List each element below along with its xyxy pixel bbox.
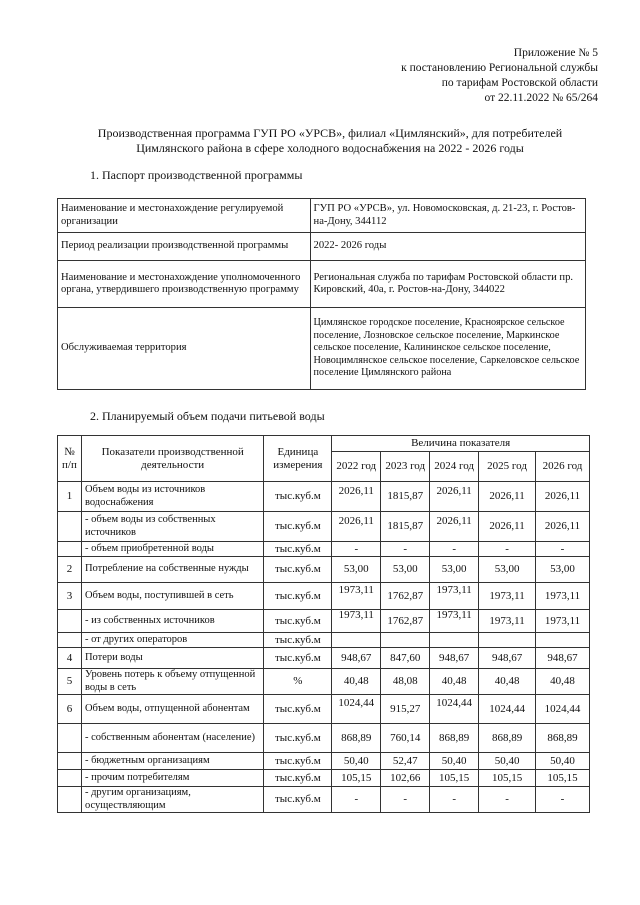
passport-label: Наименование и местонахождение регулируемой организации: [58, 199, 311, 233]
row-value: [332, 753, 381, 770]
row-unit: %: [264, 669, 332, 695]
row-value-text: 50,40: [494, 754, 520, 767]
row-num: 3: [58, 583, 82, 610]
row-label: - собственным абонентам (население): [81, 724, 263, 753]
row-value-text: 53,00: [494, 563, 520, 576]
row-unit: тыс.куб.м: [264, 753, 332, 770]
row-value: [479, 610, 536, 633]
appendix-line: по тарифам Ростовской области: [441, 77, 598, 89]
row-value: [536, 482, 590, 512]
table-row: [58, 648, 590, 669]
row-value: [430, 557, 479, 583]
passport-row: [58, 199, 586, 233]
row-num: [58, 512, 82, 542]
row-value-text: 2026,11: [489, 490, 525, 503]
row-value-text: 1762,87: [387, 614, 424, 627]
row-value: [536, 648, 590, 669]
row-value: [536, 557, 590, 583]
header-num: № п/п: [58, 436, 82, 482]
row-num: 1: [58, 482, 82, 512]
row-value: [430, 648, 479, 669]
row-value: [430, 695, 479, 724]
row-value: [536, 583, 590, 610]
passport-row: [58, 308, 586, 390]
passport-value: 2022- 2026 годы: [310, 233, 585, 261]
row-value-text: 868,89: [341, 731, 372, 744]
header-year: 2022 год: [332, 452, 381, 482]
row-label: - прочим потребителям: [81, 770, 263, 787]
document-title: [40, 126, 620, 156]
row-value: [430, 669, 479, 695]
row-value: [332, 669, 381, 695]
row-value: [332, 557, 381, 583]
row-value-text: 1973,11: [436, 610, 472, 621]
row-value-text: 50,40: [550, 754, 575, 767]
header-year: 2026 год: [536, 452, 590, 482]
row-value-text: -: [452, 542, 456, 555]
table-row: [58, 770, 590, 787]
row-value-text: 1973,11: [338, 585, 374, 596]
row-value-text: 2026,11: [544, 490, 581, 503]
row-value: [381, 770, 430, 787]
row-label: Объем воды из источников водоснабжения: [81, 482, 263, 512]
table-row: [58, 512, 590, 542]
row-value-text: 1762,87: [387, 589, 424, 602]
row-value-text: -: [505, 793, 509, 806]
row-value: [430, 610, 479, 633]
row-value: [479, 512, 536, 542]
row-value-text: 1973,11: [436, 585, 472, 596]
row-unit: тыс.куб.м: [264, 542, 332, 557]
row-value-text: 948,67: [341, 651, 372, 664]
row-value: [479, 770, 536, 787]
appendix-line: Приложение № 5: [513, 47, 598, 59]
row-unit: тыс.куб.м: [264, 724, 332, 753]
row-value-text: 105,15: [439, 771, 470, 784]
row-value: [536, 753, 590, 770]
row-label: - объем приобретенной воды: [81, 542, 263, 557]
row-value: [332, 583, 381, 610]
row-value-text: 868,89: [547, 731, 578, 744]
row-value: [381, 583, 430, 610]
passport-value: Цимлянское городское поселение, Красноярское сельское поселение, Лозновское сельское поселение, Маркинское сельское поселение, Калининское сельское поселение, Новоцимлянское сельское поселение, Саркеловское сельское поселение Цимлянского района: [310, 308, 585, 390]
passport-label: Обслуживаемая территория: [58, 308, 311, 390]
row-value: [536, 633, 590, 648]
row-value: [536, 787, 590, 813]
row-label: - объем воды из собственных источников: [81, 512, 263, 542]
row-num: [58, 787, 82, 813]
row-value: [479, 753, 536, 770]
header-year: 2023 год: [381, 452, 430, 482]
table-row: [58, 787, 590, 813]
row-value: [479, 695, 536, 724]
row-value: [381, 695, 430, 724]
row-value-text: 53,00: [343, 563, 369, 576]
row-value-text: 40,48: [494, 675, 520, 688]
row-value-text: -: [403, 793, 408, 806]
row-value: [430, 583, 479, 610]
row-value-text: 1973,11: [489, 614, 525, 627]
row-unit: тыс.куб.м: [264, 583, 332, 610]
row-value: [536, 669, 590, 695]
row-value: [332, 695, 381, 724]
row-value-text: 2026,11: [544, 520, 581, 533]
row-value-text: 915,27: [390, 702, 421, 715]
row-value-text: 1024,44: [436, 698, 473, 709]
row-value: [430, 482, 479, 512]
row-value-text: 868,89: [491, 731, 523, 744]
row-value-text: 868,89: [439, 731, 470, 744]
row-value: [332, 482, 381, 512]
row-unit: тыс.куб.м: [264, 787, 332, 813]
table-row: [58, 542, 590, 557]
row-value-text: 50,40: [441, 754, 467, 767]
row-value: [332, 542, 381, 557]
row-value: [381, 542, 430, 557]
row-value: [332, 770, 381, 787]
header-value-group: Величина показателя: [332, 436, 590, 452]
row-value: [381, 753, 430, 770]
table-row: [58, 610, 590, 633]
table-row: [58, 557, 590, 583]
passport-value: ГУП РО «УРСВ», ул. Новомосковская, д. 21-23, г. Ростов-на-Дону, 344112: [310, 199, 585, 233]
row-value: [479, 669, 536, 695]
row-value-text: 1024,44: [544, 702, 581, 715]
row-value-text: 2026,11: [338, 515, 374, 527]
appendix-line: к постановлению Региональной службы: [401, 62, 598, 74]
row-value: [332, 633, 381, 648]
row-num: [58, 770, 82, 787]
passport-value: Региональная служба по тарифам Ростовской области пр. Кировский, 40а, г. Ростов-на-Дону, 344022: [310, 261, 585, 308]
row-value-text: -: [560, 793, 565, 806]
row-num: [58, 610, 82, 633]
row-value-text: 2026,11: [436, 515, 472, 527]
row-value-text: -: [452, 793, 456, 806]
row-unit: тыс.куб.м: [264, 648, 332, 669]
row-value-text: 2026,11: [489, 520, 525, 533]
row-value: [332, 724, 381, 753]
row-value: [430, 724, 479, 753]
passport-label: Период реализации производственной программы: [58, 233, 311, 261]
row-value: [381, 787, 430, 813]
row-value: [479, 482, 536, 512]
row-value-text: 1024,44: [338, 698, 375, 709]
row-value-text: 760,14: [390, 731, 421, 744]
row-num: 5: [58, 669, 82, 695]
row-value-text: -: [560, 542, 565, 555]
row-value-text: 105,15: [547, 771, 578, 784]
row-value: [430, 753, 479, 770]
row-label: - от других операторов: [81, 633, 263, 648]
row-value: [332, 512, 381, 542]
row-value: [479, 648, 536, 669]
row-value: [381, 512, 430, 542]
row-unit: тыс.куб.м: [264, 633, 332, 648]
row-value-text: -: [403, 542, 408, 555]
header-year: 2025 год: [479, 452, 536, 482]
row-value-text: 53,00: [441, 563, 467, 576]
row-value: [479, 724, 536, 753]
row-value-text: 1973,11: [544, 614, 581, 627]
row-unit: тыс.куб.м: [264, 610, 332, 633]
row-value: [479, 787, 536, 813]
row-value-text: 1973,11: [544, 589, 581, 602]
row-value-text: 53,00: [392, 563, 418, 576]
row-unit: тыс.куб.м: [264, 557, 332, 583]
row-value: [479, 633, 536, 648]
row-value-text: 948,67: [491, 651, 523, 664]
table-row: [58, 482, 590, 512]
row-value-text: 1815,87: [387, 520, 424, 533]
row-value: [332, 648, 381, 669]
appendix-line: от 22.11.2022 № 65/264: [484, 92, 598, 104]
row-unit: тыс.куб.м: [264, 512, 332, 542]
section-heading-passport: 1. Паспорт производственной программы: [90, 168, 303, 182]
row-value-text: 1024,44: [489, 702, 525, 715]
row-value: [479, 583, 536, 610]
row-value: [536, 610, 590, 633]
title-line: Производственная программа ГУП РО «УРСВ», филиал «Цимлянский», для потребителей: [97, 126, 563, 140]
row-value: [332, 787, 381, 813]
row-value-text: 40,48: [550, 675, 575, 688]
row-value-text: 53,00: [550, 563, 575, 576]
row-unit: тыс.куб.м: [264, 770, 332, 787]
row-value-text: 40,48: [343, 675, 369, 688]
row-value-text: 105,15: [491, 771, 523, 784]
row-num: [58, 724, 82, 753]
header-indicator: Показатели производственной деятельности: [81, 436, 263, 482]
row-label: Объем воды, отпущенной абонентам: [81, 695, 263, 724]
row-value: [381, 557, 430, 583]
row-value: [536, 512, 590, 542]
row-num: [58, 753, 82, 770]
row-value-text: 40,48: [441, 675, 467, 688]
row-value-text: 2026,11: [436, 485, 472, 497]
row-value-text: 50,40: [343, 754, 369, 767]
row-value: [381, 633, 430, 648]
row-value-text: 48,08: [392, 675, 418, 688]
row-num: 6: [58, 695, 82, 724]
row-value: [536, 542, 590, 557]
table-row: [58, 724, 590, 753]
title-line: Цимлянского района в сфере холодного водоснабжения на 2022 - 2026 годы: [136, 141, 524, 155]
row-value: [430, 542, 479, 557]
row-value-text: 847,60: [390, 651, 421, 664]
row-value: [430, 633, 479, 648]
row-value: [381, 648, 430, 669]
section-heading-volume: 2. Планируемый объем подачи питьевой воды: [90, 409, 325, 423]
row-value-text: 2026,11: [338, 485, 374, 497]
row-num: 4: [58, 648, 82, 669]
volume-table: [57, 435, 590, 813]
row-value-text: -: [505, 542, 509, 555]
row-value: [430, 787, 479, 813]
row-label: Потребление на собственные нужды: [81, 557, 263, 583]
row-label: Объем воды, поступившей в сеть: [81, 583, 263, 610]
row-value-text: 105,15: [341, 771, 372, 784]
row-value-text: 1973,11: [338, 610, 374, 621]
passport-row: [58, 233, 586, 261]
row-value: [536, 724, 590, 753]
row-value-text: 52,47: [392, 754, 418, 767]
row-value: [381, 724, 430, 753]
row-value: [479, 542, 536, 557]
row-value-text: 1815,87: [387, 490, 424, 503]
passport-table: [57, 198, 586, 390]
row-label: Уровень потерь к объему отпущенной воды в сеть: [81, 669, 263, 695]
row-value: [536, 770, 590, 787]
row-value: [479, 557, 536, 583]
row-value: [332, 610, 381, 633]
row-value-text: 948,67: [547, 651, 578, 664]
row-label: - из собственных источников: [81, 610, 263, 633]
row-value: [430, 770, 479, 787]
appendix-block: [401, 46, 598, 106]
row-value-text: -: [354, 542, 359, 555]
row-value-text: 948,67: [439, 651, 470, 664]
row-num: [58, 633, 82, 648]
row-unit: тыс.куб.м: [264, 482, 332, 512]
row-unit: тыс.куб.м: [264, 695, 332, 724]
table-row: [58, 669, 590, 695]
row-num: [58, 542, 82, 557]
table-row: [58, 753, 590, 770]
row-value-text: 1973,11: [489, 589, 525, 602]
table-row: [58, 633, 590, 648]
row-value-text: 102,66: [390, 771, 421, 784]
row-value-text: -: [354, 793, 359, 806]
row-value: [381, 669, 430, 695]
passport-label: Наименование и местонахождение уполномоченного органа, утвердившего производственную программу: [58, 261, 311, 308]
table-row: [58, 695, 590, 724]
row-num: 2: [58, 557, 82, 583]
header-year: 2024 год: [430, 452, 479, 482]
row-value: [430, 512, 479, 542]
row-label: - бюджетным организациям: [81, 753, 263, 770]
row-value: [381, 482, 430, 512]
row-value: [536, 695, 590, 724]
table-row: [58, 583, 590, 610]
row-label: - другим организациям, осуществляющим: [81, 787, 263, 813]
row-label: Потери воды: [81, 648, 263, 669]
passport-row: [58, 261, 586, 308]
row-value: [381, 610, 430, 633]
header-unit: Единица измерения: [264, 436, 332, 482]
